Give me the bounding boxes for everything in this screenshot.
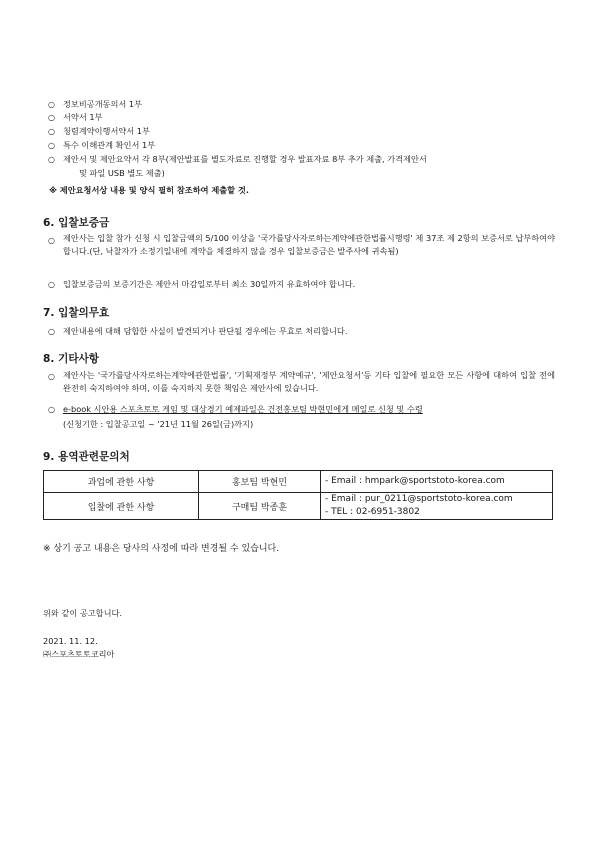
bullet-icon: ○ bbox=[48, 405, 55, 414]
bullet-icon: ○ bbox=[48, 236, 55, 245]
list-item: 서약서 1부 bbox=[63, 112, 103, 122]
table-cell: 구매팀 박종훈 bbox=[199, 493, 321, 520]
table-row bbox=[44, 471, 553, 493]
phone-text: - TEL : 02-6951-3802 bbox=[325, 507, 420, 517]
company-name: ㈜스포츠토토코리아 bbox=[43, 649, 115, 659]
email-text: - Email : pur_0211@sportstoto-korea.com bbox=[325, 494, 513, 504]
closing-text: 위와 같이 공고합니다. bbox=[43, 608, 122, 618]
bullet-icon: ○ bbox=[48, 327, 55, 336]
list-item-continuation: 및 파일 USB 별도 제출) bbox=[79, 168, 165, 178]
list-item: 청렴계약이행서약서 1부 bbox=[63, 126, 150, 136]
issue-date: 2021. 11. 12. bbox=[43, 636, 98, 646]
section-title: 7. 입찰의무효 bbox=[43, 307, 110, 319]
bullet-icon: ○ bbox=[48, 127, 55, 136]
footer-note: ※ 상기 공고 내용은 당사의 사정에 따라 변경될 수 있습니다. bbox=[43, 544, 280, 554]
email-text: - Email : hmpark@sportstoto-korea.com bbox=[325, 476, 505, 486]
list-item: 정보비공개동의서 1부 bbox=[63, 99, 142, 109]
section-title: 6. 입찰보증금 bbox=[43, 217, 110, 229]
table-cell: 과업에 관한 사항 bbox=[44, 471, 199, 493]
section-title: 9. 용역관련문의처 bbox=[43, 451, 130, 463]
table-cell: 홍보팀 박현민 bbox=[199, 471, 321, 493]
submission-notice: ※ 제안요청서상 내용 및 양식 필히 참조하여 제출할 것. bbox=[49, 185, 249, 195]
table-cell bbox=[321, 471, 553, 493]
paragraph: e-book 시안용 스포츠토토 게임 및 대상경기 예제파일은 건전홍보팀 박현민에게 메일로 신청 및 수령 bbox=[63, 404, 423, 414]
bullet-icon: ○ bbox=[48, 100, 55, 109]
table-cell bbox=[321, 493, 553, 520]
paragraph: 입찰보증금의 보증기간은 제안서 마감일로부터 최소 30일까지 유효하여야 합니다. bbox=[63, 279, 356, 289]
paragraph: 제안사는 '국가를당사자로하는계약에관한법률', '기획재정부 계약예규', '제안요청서'등 기타 입찰에 필요한 모든 사항에 대하여 입찰 전에 완전히 숙지하여야 하며, 이를 숙지하지 못한 책임은 제안사에 있습니다. bbox=[63, 370, 555, 393]
bullet-icon: ○ bbox=[48, 372, 55, 381]
table-row bbox=[44, 493, 553, 520]
bullet-icon: ○ bbox=[48, 155, 55, 164]
bullet-icon: ○ bbox=[48, 280, 55, 289]
paragraph: 제안내용에 대해 담합한 사실이 발견되거나 판단될 경우에는 무효로 처리합니다. bbox=[63, 326, 348, 336]
bullet-icon: ○ bbox=[48, 141, 55, 150]
list-item: 특수 이해관계 확인서 1부 bbox=[63, 140, 156, 150]
contact-table bbox=[43, 470, 553, 520]
table-cell: 입찰에 관한 사항 bbox=[44, 493, 199, 520]
list-item: 제안서 및 제안요약서 각 8부(제안발표를 별도자료로 진행할 경우 발표자료 8부 추가 제출, 가격제안서 bbox=[63, 154, 427, 164]
section-title: 8. 기타사항 bbox=[43, 353, 100, 365]
bullet-icon: ○ bbox=[48, 113, 55, 122]
paragraph: 제안사는 입찰 참가 신청 시 입찰금액의 5/100 이상을 '국가를당사자로하는계약에관한법률시행령' 제 37조 제 2항의 보증서로 납부하여야 합니다.(단, 낙찰자가 소정기일내에 계약을 체결하지 않을 경우 입찰보증금은 발주사에 귀속됨) bbox=[63, 233, 555, 256]
paragraph: (신청기한 : 입찰공고일 ~ '21년 11월 26일(금)까지) bbox=[63, 419, 254, 429]
